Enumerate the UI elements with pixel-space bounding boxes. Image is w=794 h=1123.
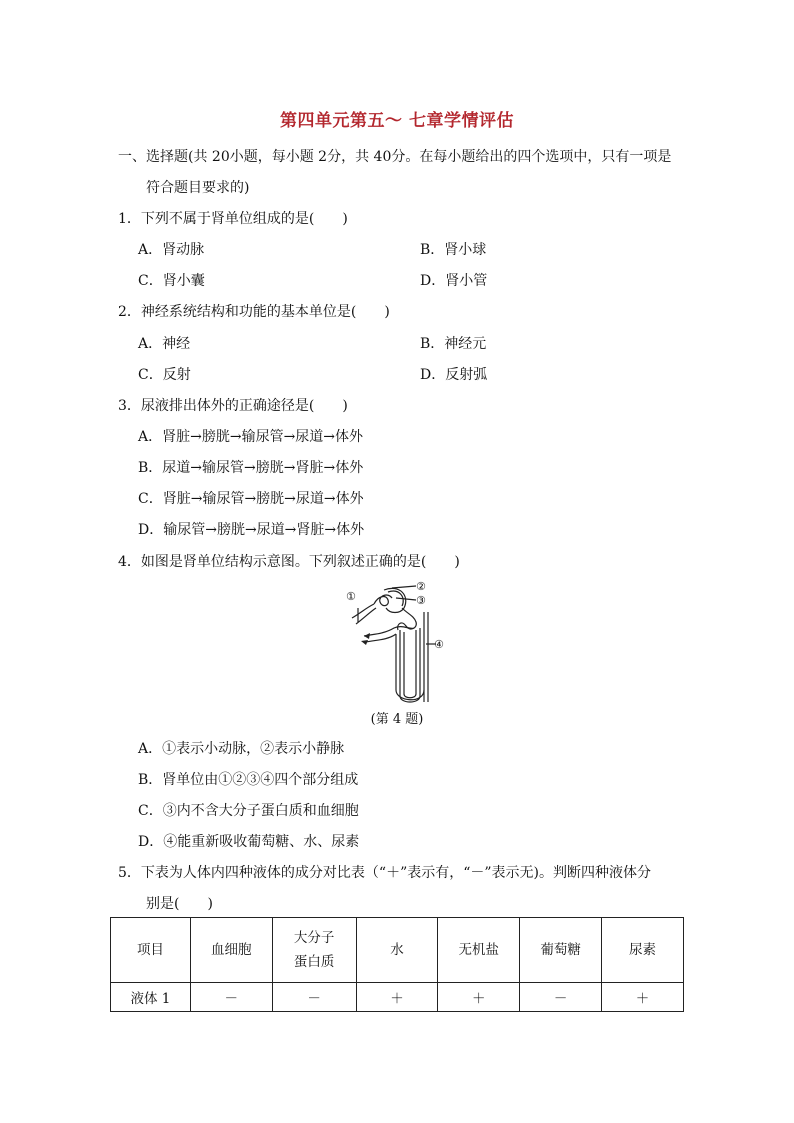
table-header-text: 大分子 bbox=[293, 930, 335, 946]
table-cell: － bbox=[272, 983, 356, 1012]
table-header-cell: 血细胞 bbox=[190, 918, 272, 983]
question-3-option-c: C．肾脏→输尿管→膀胱→尿道→体外 bbox=[138, 491, 364, 507]
question-2-option-a: A．神经 bbox=[138, 336, 191, 352]
label-1: ① bbox=[346, 590, 356, 603]
table-cell: 液体 1 bbox=[111, 983, 191, 1012]
table-header-cell: 无机盐 bbox=[438, 918, 520, 983]
question-3-option-b: B．尿道→输尿管→膀胱→肾脏→体外 bbox=[138, 460, 364, 476]
label-4: ④ bbox=[434, 638, 444, 651]
question-2-option-d: D．反射弧 bbox=[420, 367, 488, 383]
table-header-cell: 项目 bbox=[111, 918, 191, 983]
table-cell: ＋ bbox=[602, 983, 684, 1012]
question-1-option-b: B．肾小球 bbox=[420, 242, 487, 258]
question-4-option-b: B．肾单位由①②③④四个部分组成 bbox=[138, 772, 359, 788]
question-2-stem: 2．神经系统结构和功能的基本单位是( ) bbox=[118, 304, 390, 320]
question-3-option-a: A．肾脏→膀胱→输尿管→尿道→体外 bbox=[138, 429, 364, 445]
figure-caption: (第 4 题) bbox=[370, 712, 424, 727]
question-1-option-a: A．肾动脉 bbox=[138, 242, 205, 258]
table-header-row bbox=[111, 918, 684, 983]
table-cell: － bbox=[190, 983, 272, 1012]
table-header-cell: 葡萄糖 bbox=[520, 918, 602, 983]
table-cell: － bbox=[520, 983, 602, 1012]
table-header-cell: 水 bbox=[356, 918, 438, 983]
question-5-stem-cont: 别是( ) bbox=[146, 896, 213, 912]
question-3-stem: 3．尿液排出体外的正确途径是( ) bbox=[118, 398, 348, 414]
question-1-stem: 1．下列不属于肾单位组成的是( ) bbox=[118, 211, 348, 227]
label-3: ③ bbox=[416, 594, 426, 607]
table-row bbox=[111, 983, 684, 1012]
question-2-option-c: C．反射 bbox=[138, 367, 191, 383]
question-4-option-d: D．④能重新吸收葡萄糖、水、尿素 bbox=[138, 834, 360, 850]
question-4-stem: 4．如图是肾单位结构示意图。下列叙述正确的是( ) bbox=[118, 554, 460, 570]
page-title: 第四单元第五～ 七章学情评估 bbox=[280, 111, 514, 131]
question-3-option-d: D．输尿管→膀胱→尿道→肾脏→体外 bbox=[138, 522, 365, 538]
question-2-option-b: B．神经元 bbox=[420, 336, 487, 352]
section-instructions: 一、选择题(共 20小题，每小题 2分，共 40分。在每小题给出的四个选项中，只有一项是 bbox=[118, 149, 672, 165]
question-1-option-d: D．肾小管 bbox=[420, 273, 488, 289]
question-1-option-c: C．肾小囊 bbox=[138, 273, 205, 289]
table-header-cell: 尿素 bbox=[602, 918, 684, 983]
table-header-text: 蛋白质 bbox=[293, 954, 335, 970]
section-instructions-cont: 符合题目要求的) bbox=[146, 180, 250, 196]
table-header-cell bbox=[272, 918, 356, 983]
nephron-diagram bbox=[344, 578, 444, 708]
question-4-option-a: A．①表示小动脉，②表示小静脉 bbox=[138, 741, 345, 757]
fluid-composition-table bbox=[110, 917, 684, 1012]
label-2: ② bbox=[416, 580, 426, 593]
table-cell: ＋ bbox=[356, 983, 438, 1012]
table-cell: ＋ bbox=[438, 983, 520, 1012]
question-5-stem: 5．下表为人体内四种液体的成分对比表（“＋”表示有，“－”表示无)。判断四种液体分 bbox=[118, 865, 651, 881]
question-4-option-c: C．③内不含大分子蛋白质和血细胞 bbox=[138, 803, 359, 819]
